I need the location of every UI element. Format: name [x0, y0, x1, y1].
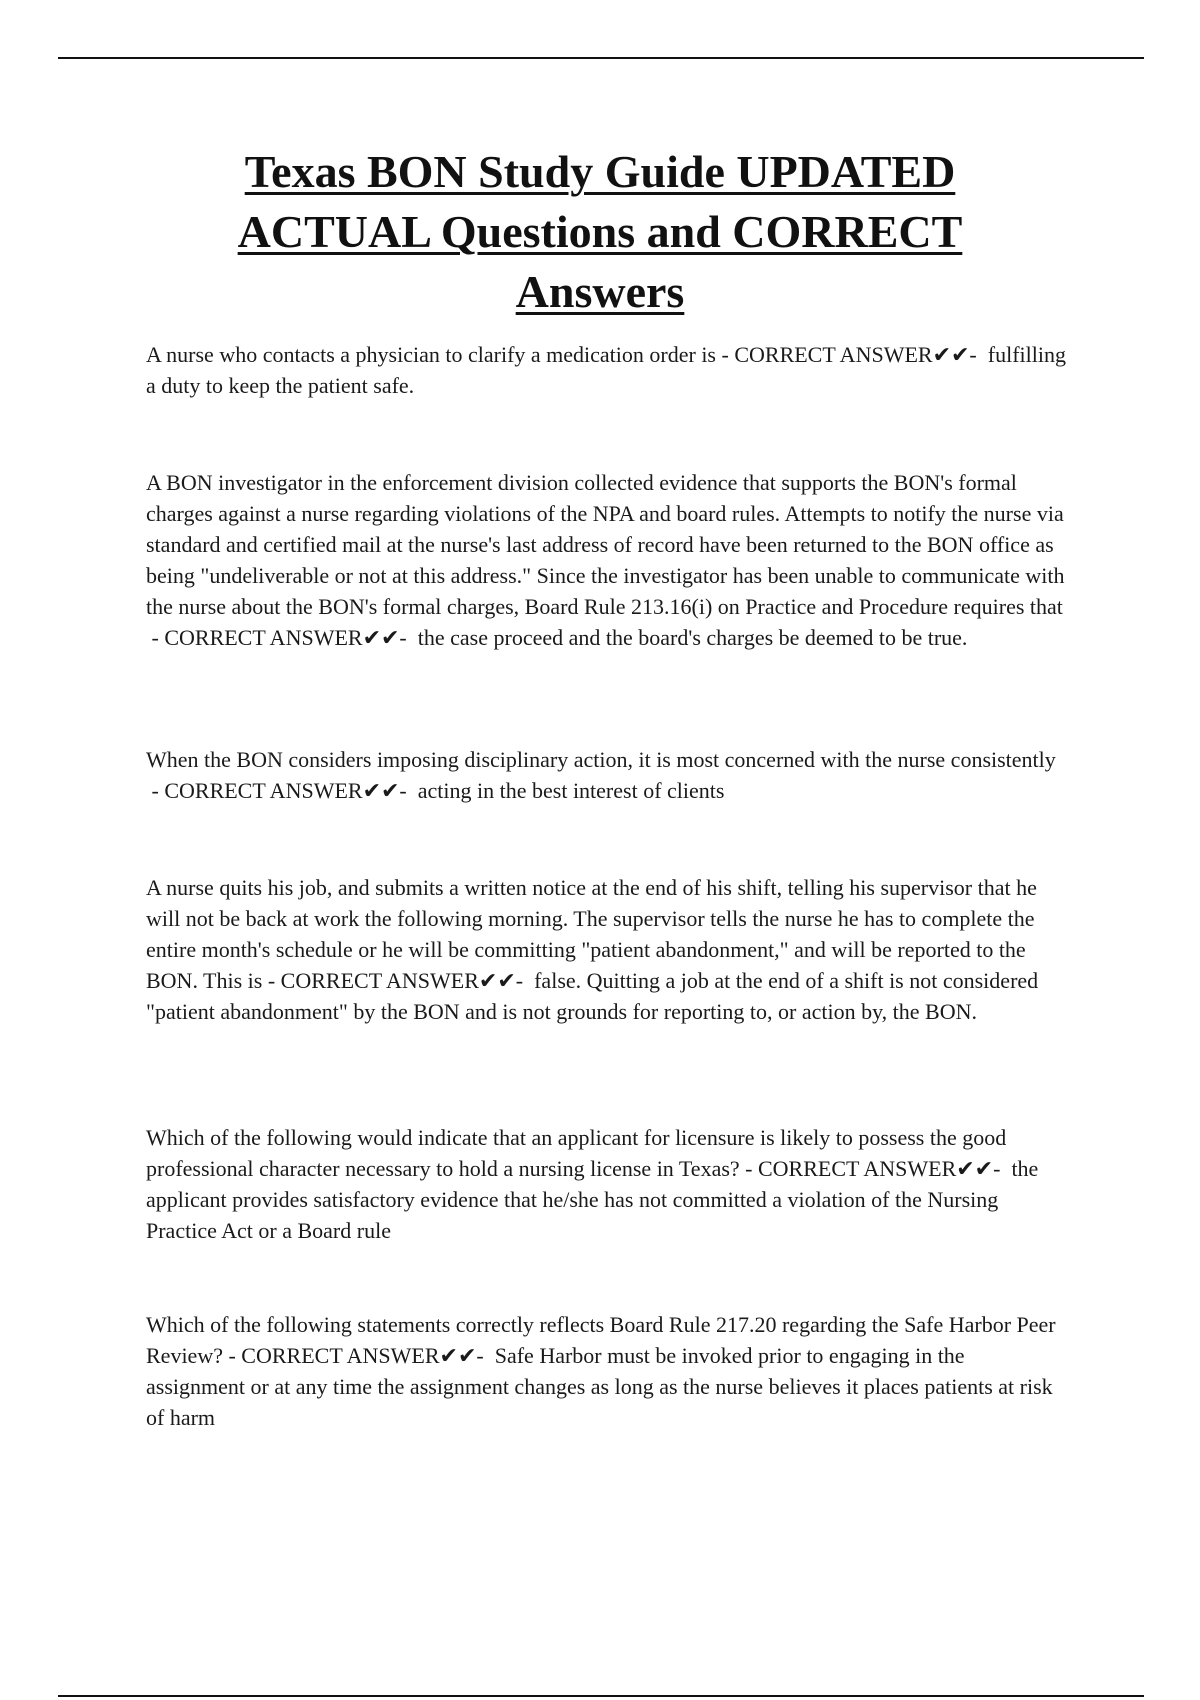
answer-marker: CORRECT ANSWER✔✔- — [164, 778, 407, 803]
question-text: Which of the following statements correctly reflects Board Rule 217.20 regarding the Safe Harbor Peer Review? — [146, 1312, 1056, 1368]
question-text: A BON investigator in the enforcement division collected evidence that supports the BON's formal charges against a nurse regarding violations of the NPA and board rules. Attempts to notify the nurse via standard and certified mail at the nurse's last address of record have been returned to the BON office as being "undeliverable or not at this address." Since the investigator has been unable to communicate with the nurse about the BON's formal charges, Board Rule 213.16(i) on Practice and Procedure requires that — [146, 470, 1065, 619]
answer-text: the case proceed and the board's charges be deemed to be true. — [417, 625, 968, 650]
answer-text: fulfilling a duty to keep the patient safe. — [146, 342, 1066, 398]
answer-marker: CORRECT ANSWER✔✔- — [241, 1343, 484, 1368]
qa-item: A BON investigator in the enforcement division collected evidence that supports the BON's formal charges against a nurse regarding violations of the NPA and board rules. Attempts to notify the nurse via standard and certified mail at the nurse's last address of record have been returned to the BON office as being "undeliverable or not at this address." Since the investigator has been unable to communicate with the nurse about the BON's formal charges, Board Rule 213.16(i) on Practice and Procedure requires that - CORRECT ANSWER✔✔- the case proceed and the board's charges be deemed to be true. — [146, 470, 1065, 650]
title-line: Answers — [515, 266, 685, 317]
answer-marker: CORRECT ANSWER✔✔- — [164, 625, 407, 650]
answer-text: false. Quitting a job at the end of a shift is not considered "patient abandonment" by the BON and is not grounds for reporting to, or action by, the BON. — [146, 968, 1039, 1024]
answer-text: the applicant provides satisfactory evidence that he/she has not committed a violation of the Nursing Practice Act or a Board rule — [146, 1156, 1039, 1243]
qa-item: Which of the following statements correctly reflects Board Rule 217.20 regarding the Safe Harbor Peer Review? - CORRECT ANSWER✔✔- Safe Harbor must be invoked prior to engaging in the assignment or at any time the assignment changes as long as the nurse believes it places patients at risk of harm — [146, 1312, 1056, 1430]
question-text: A nurse quits his job, and submits a written notice at the end of his shift, telling his supervisor that he will not be back at work the following morning. The supervisor tells the nurse he has to complete the entire month's schedule or he will be committing "patient abandonment," and will be reported to the BON. This is — [146, 875, 1037, 993]
title-line: Texas BON Study Guide UPDATED — [244, 146, 956, 197]
answer-marker: CORRECT ANSWER✔✔- — [758, 1156, 1001, 1181]
title-line: ACTUAL Questions and CORRECT — [237, 206, 963, 257]
question-text: A nurse who contacts a physician to clarify a medication order is — [146, 342, 716, 367]
answer-marker: CORRECT ANSWER✔✔- — [280, 968, 524, 993]
top-rule — [58, 57, 1144, 59]
answer-text: Safe Harbor must be invoked prior to engaging in the assignment or at any time the assignment changes as long as the nurse believes it places patients at risk of harm — [146, 1343, 1053, 1430]
qa-item: Which of the following would indicate that an applicant for licensure is likely to possess the good professional character necessary to hold a nursing license in Texas? - CORRECT ANSWER✔✔- the applicant provides satisfactory evidence that he/she has not committed a violation of the Nursing Practice Act or a Board rule — [146, 1125, 1039, 1243]
question-text: Which of the following would indicate that an applicant for licensure is likely to possess the good professional character necessary to hold a nursing license in Texas? — [146, 1125, 1007, 1181]
question-text: When the BON considers imposing disciplinary action, it is most concerned with the nurse consistently — [146, 747, 1056, 772]
bottom-rule — [58, 1695, 1144, 1697]
page-title — [150, 142, 1050, 322]
answer-marker: CORRECT ANSWER✔✔- — [734, 342, 977, 367]
qa-item: A nurse who contacts a physician to clarify a medication order is - CORRECT ANSWER✔✔- fulfilling a duty to keep the patient safe. — [146, 342, 1066, 398]
qa-item: A nurse quits his job, and submits a written notice at the end of his shift, telling his supervisor that he will not be back at work the following morning. The supervisor tells the nurse he has to complete the entire month's schedule or he will be committing "patient abandonment," and will be reported to the BON. This is - CORRECT ANSWER✔✔- false. Quitting a job at the end of a shift is not considered "patient abandonment" by the BON and is not grounds for reporting to, or action by, the BON. — [146, 875, 1039, 1024]
qa-item: When the BON considers imposing disciplinary action, it is most concerned with the nurse consistently - CORRECT ANSWER✔✔- acting in the best interest of clients — [146, 747, 1056, 803]
answer-text: acting in the best interest of clients — [417, 778, 725, 803]
